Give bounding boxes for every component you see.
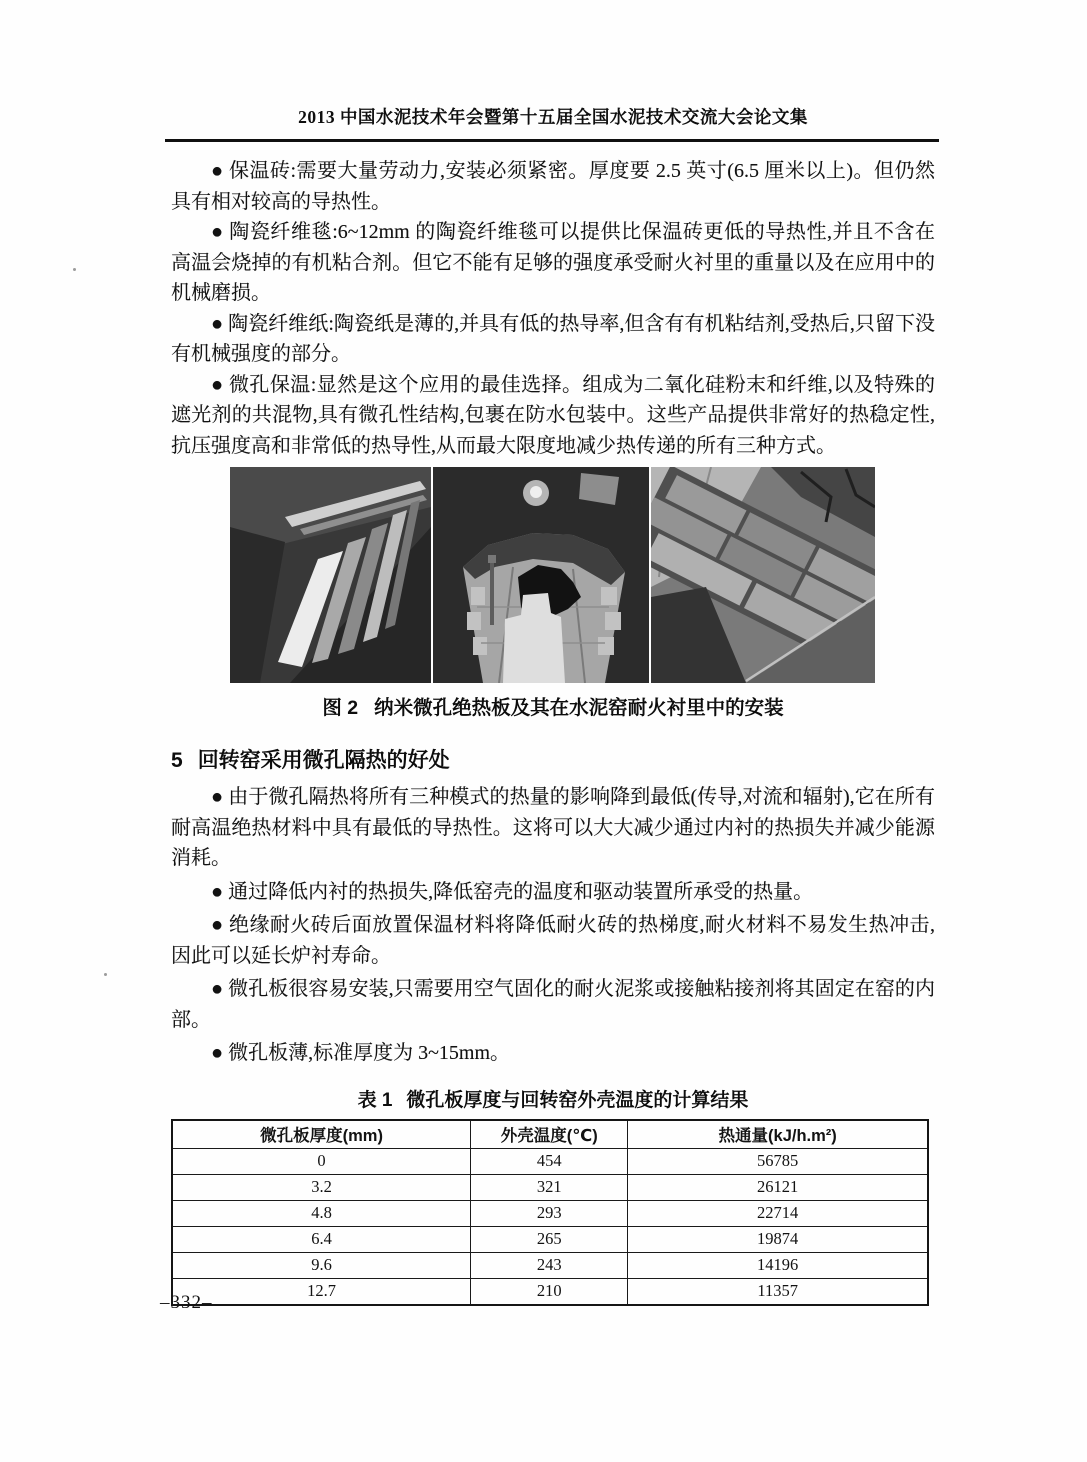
scan-speck	[104, 973, 107, 976]
figure-2-caption-label: 图 2	[322, 697, 359, 719]
bullet-thermal-gradient: ● 绝缘耐火砖后面放置保温材料将降低耐火砖的热梯度,耐火材料不易发生热冲击,因此可以延长炉衬寿命。	[171, 914, 935, 967]
section-5-number: 5	[171, 749, 183, 772]
table-1-caption	[171, 1085, 935, 1112]
figure-2	[230, 467, 935, 683]
microporous-insulation-panels-photo	[230, 467, 431, 683]
table-header-shell-temperature: 外壳温度(℃)	[471, 1120, 628, 1149]
table-cell: 293	[471, 1200, 628, 1226]
table-cell: 3.2	[172, 1174, 471, 1200]
page-content	[171, 0, 935, 1306]
table-cell: 22714	[628, 1200, 928, 1226]
table-1-caption-label: 表 1	[357, 1089, 393, 1111]
figure-2-caption	[171, 692, 935, 720]
table-cell: 6.4	[172, 1226, 471, 1252]
table-cell: 265	[471, 1226, 628, 1252]
table-cell: 14196	[628, 1252, 928, 1278]
bullet-thin-panels: ● 微孔板薄,标准厚度为 3~15mm。	[211, 1042, 511, 1064]
table-header-thickness: 微孔板厚度(mm)	[172, 1120, 471, 1149]
table-cell: 454	[471, 1148, 628, 1174]
table-cell: 12.7	[172, 1278, 471, 1305]
header-rule	[165, 139, 939, 142]
table-cell: 11357	[628, 1278, 928, 1305]
section-5-title: 回转窑采用微孔隔热的好处	[197, 749, 450, 772]
table-1	[171, 1119, 929, 1306]
bullet-ceramic-fiber-blanket: ● 陶瓷纤维毯:6~12mm 的陶瓷纤维毯可以提供比保温砖更低的导热性,并且不含在高温会烧掉的有机粘合剂。但它不能有足够的强度承受耐火衬里的重量以及在应用中的机械磨损。	[171, 221, 935, 304]
table-cell: 56785	[628, 1148, 928, 1174]
table-cell: 0	[172, 1148, 471, 1174]
table-cell: 26121	[628, 1174, 928, 1200]
bullet-microporous-insulation: ● 微孔保温:显然是这个应用的最佳选择。组成为二氧化硅粉末和纤维,以及特殊的遮光剂的共混物,具有微孔性结构,包裹在防水包装中。这些产品提供非常好的热稳定性,抗压强度高和非常低的热导性,从而最大限度地减少热传递的所有三种方式。	[171, 373, 935, 457]
table-row	[172, 1148, 928, 1174]
section-5-heading	[171, 744, 935, 774]
proceedings-header: 2013 中国水泥技术年会暨第十五届全国水泥技术交流大会论文集	[298, 107, 808, 127]
table-cell: 19874	[628, 1226, 928, 1252]
table-row	[172, 1278, 928, 1305]
bullet-insulating-brick: ● 保温砖:需要大量劳动力,安装必须紧密。厚度要 2.5 英寸(6.5 厘米以上)。但仍然具有相对较高的导热性。	[171, 160, 935, 213]
table-cell: 321	[471, 1174, 628, 1200]
table-header-row	[172, 1120, 928, 1149]
table-1-caption-text: 微孔板厚度与回转窑外壳温度的计算结果	[406, 1089, 749, 1111]
bullet-ceramic-fiber-paper: ● 陶瓷纤维纸:陶瓷纸是薄的,并具有低的热导率,但含有有机粘结剂,受热后,只留下没有机械强度的部分。	[171, 312, 935, 365]
table-row	[172, 1252, 928, 1278]
intro-bullet-list	[171, 156, 935, 461]
table-cell: 210	[471, 1278, 628, 1305]
figure-2-caption-text: 纳米微孔绝热板及其在水泥窑耐火衬里中的安装	[374, 697, 784, 719]
scan-speck	[73, 268, 76, 271]
section-5-bullet-list	[171, 782, 935, 1069]
table-row	[172, 1200, 928, 1226]
table-cell: 243	[471, 1252, 628, 1278]
refractory-brick-lining-photo	[651, 467, 875, 683]
table-header-heat-flux: 热通量(kJ/h.m²)	[628, 1120, 928, 1149]
bullet-easy-installation: ● 微孔板很容易安装,只需要用空气固化的耐火泥浆或接触粘接剂将其固定在窑的内部。	[171, 978, 935, 1031]
table-cell: 4.8	[172, 1200, 471, 1226]
bullet-lower-shell-temperature: ● 通过降低内衬的热损失,降低窑壳的温度和驱动装置所承受的热量。	[211, 880, 814, 903]
table-row	[172, 1226, 928, 1252]
kiln-interior-lining-installation-photo	[433, 467, 649, 683]
bullet-lowest-conductivity: ● 由于微孔隔热将所有三种模式的热量的影响降到最低(传导,对流和辐射),它在所有耐高温绝热材料中具有最低的导热性。这将可以大大减少通过内衬的热损失并减少能源消耗。	[171, 786, 935, 869]
table-row	[172, 1174, 928, 1200]
table-cell: 9.6	[172, 1252, 471, 1278]
page-number: –332–	[160, 1292, 213, 1313]
